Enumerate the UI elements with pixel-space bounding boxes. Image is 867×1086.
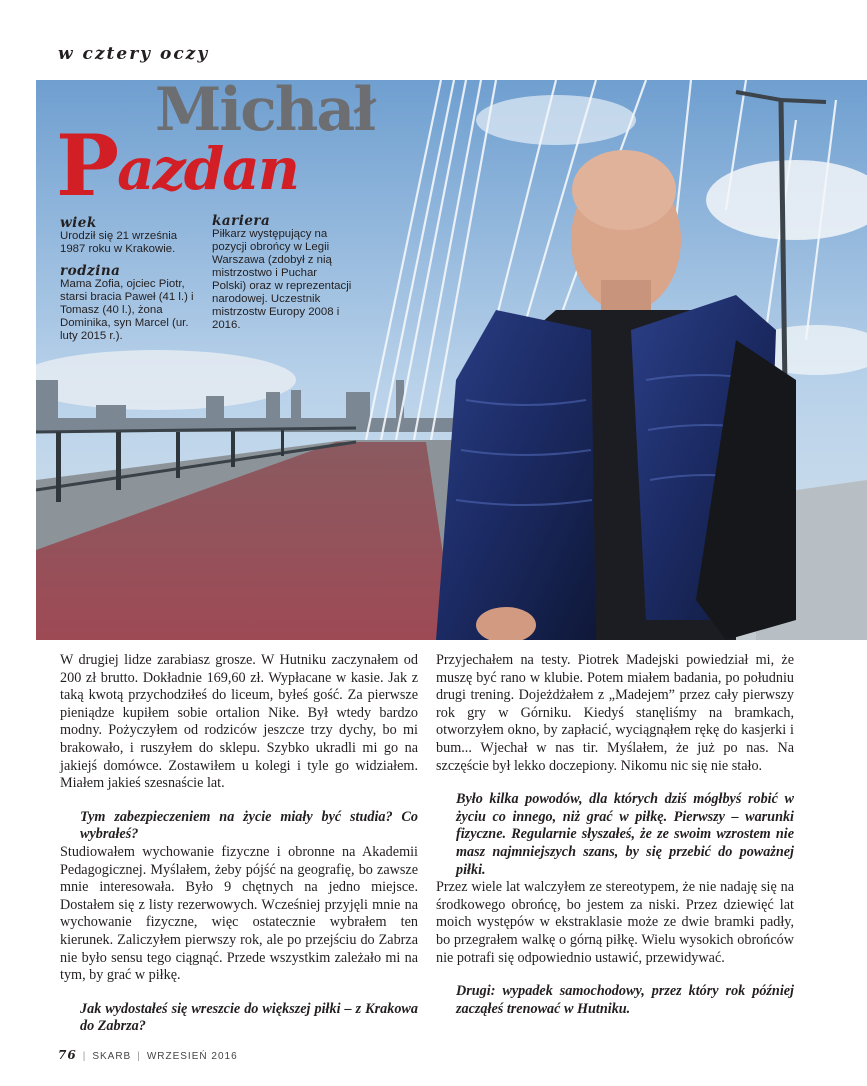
info-family-text: Mama Zofia, ojciec Piotr, starsi bracia Paweł (41 l.) i Tomasz (40 l.), żona Dominika, syn Marcel (ur. luty 2015 r.). [60, 278, 194, 342]
info-family-head: rodzina [60, 263, 121, 279]
question-paragraph: Było kilka powodów, dla których dziś mógłbyś robić w życiu co innego, niż grać w piłkę. Pierwszy – warunki fizyczne. Regularnie słyszałeś, że ze swoim wzrostem nie masz najmniejszych szans, by się przebić do poważnej piłki. [456, 791, 794, 878]
info-age-text: Urodził się 21 września 1987 roku w Krakowie. [60, 230, 178, 255]
info-age-head: wiek [60, 215, 97, 231]
page-number: 76 [58, 1048, 77, 1062]
info-family [60, 264, 202, 343]
article-column-2 [436, 652, 794, 1018]
answer-paragraph: Przez wiele lat walczyłem ze stereotypem, że nie nadaję się na środkowego obrońcę, bo jestem za niski. Przez dziewięć lat moich występów w ekstraklasie może ze dwie bramki padły, bo przegrałem walkę o górną piłkę. Wielu wysokich obrońców nie potrafi się odpowiednio ustawić, przewidywać. [436, 879, 794, 966]
magazine-name: SKARB [92, 1051, 132, 1062]
name-last-initial: P [56, 116, 118, 215]
info-age [60, 216, 198, 256]
info-career [212, 214, 354, 332]
name-last-rest: azdan [117, 135, 298, 203]
name-last [56, 116, 298, 215]
page-footer: 76 | SKARB | WRZESIEŃ 2016 [58, 1048, 238, 1062]
info-career-text: Piłkarz występujący na pozycji obrońcy w Legii Warszawa (zdobył z nią mistrzostwo i Puchar Polski) oraz w reprezentacji narodowej. Uczestnik mistrzostw Europy 2008 i 2016. [212, 228, 352, 331]
name-first: Michał [155, 75, 375, 145]
issue-date: WRZESIEŃ 2016 [146, 1051, 238, 1062]
article-column-1 [60, 652, 418, 1036]
question-paragraph: Tym zabezpieczeniem na życie miały być studia? Co wybrałeś? [80, 808, 418, 843]
question-paragraph: Drugi: wypadek samochodowy, przez który rok później zacząłeś trenować w Hutniku. [456, 983, 794, 1017]
info-career-head: kariera [212, 213, 271, 229]
question-paragraph: Jak wydostałeś się wreszcie do większej piłki – z Krakowa do Zabrza? [80, 1000, 418, 1035]
answer-paragraph: Studiowałem wychowanie fizyczne i obronne na Akademii Pedagogicznej. Myślałem, żeby pójść na geografię, bo zawsze mnie interesowała. Było 9 chętnych na jedno miejsce. Dostałem się z listy rezerwowych. Wcześniej przyjęli mnie na wychowanie fizyczne, więc ostatecznie wybrałem ten kierunek. Zaliczyłem pierwszy rok, ale po przejściu do Zabrza nie było sensu tego ciągnąć. Przede wszystkim zależało mi na tym, by grać w piłkę. [60, 843, 418, 984]
section-tag: w cztery oczy [58, 44, 210, 64]
answer-paragraph: W drugiej lidze zarabiasz grosze. W Hutniku zaczynałem od 200 zł brutto. Dokładnie 169,60 zł. Wypłacane w kasie. Jak z taką kwotą przychodziłeś do liceum, byłeś gość. Za pierwsze pieniądze kupiłem sobie ortalion Nike. Był wtedy bardzo modny. Pożyczyłem od rodziców jeszcze trzy dychy, bo mi brakowało, i ruszyłem do sklepu. Szybko ukradli mi go na jakiejś domówce. Zostawiłem u kolegi i tyle go widziałem. Miałem jakieś szesnaście lat. [60, 652, 418, 792]
answer-paragraph: Przyjechałem na testy. Piotrek Madejski powiedział mi, że muszę być rano w klubie. Potem miałem badania, po południu drugi trening. Dojeżdżałem z „Madejem” przez cały pierwszy rok gry w Górniku. Kiedyś stanęliśmy na bramkach, otworzyłem okno, by zapłacić, wyciągnąłem rękę do kasjerki i bum... Wjechał w nas tir. Myślałem, że już po nas. Na szczęście był lekko doczepiony. Nikomu nic się nie stało. [436, 652, 794, 774]
